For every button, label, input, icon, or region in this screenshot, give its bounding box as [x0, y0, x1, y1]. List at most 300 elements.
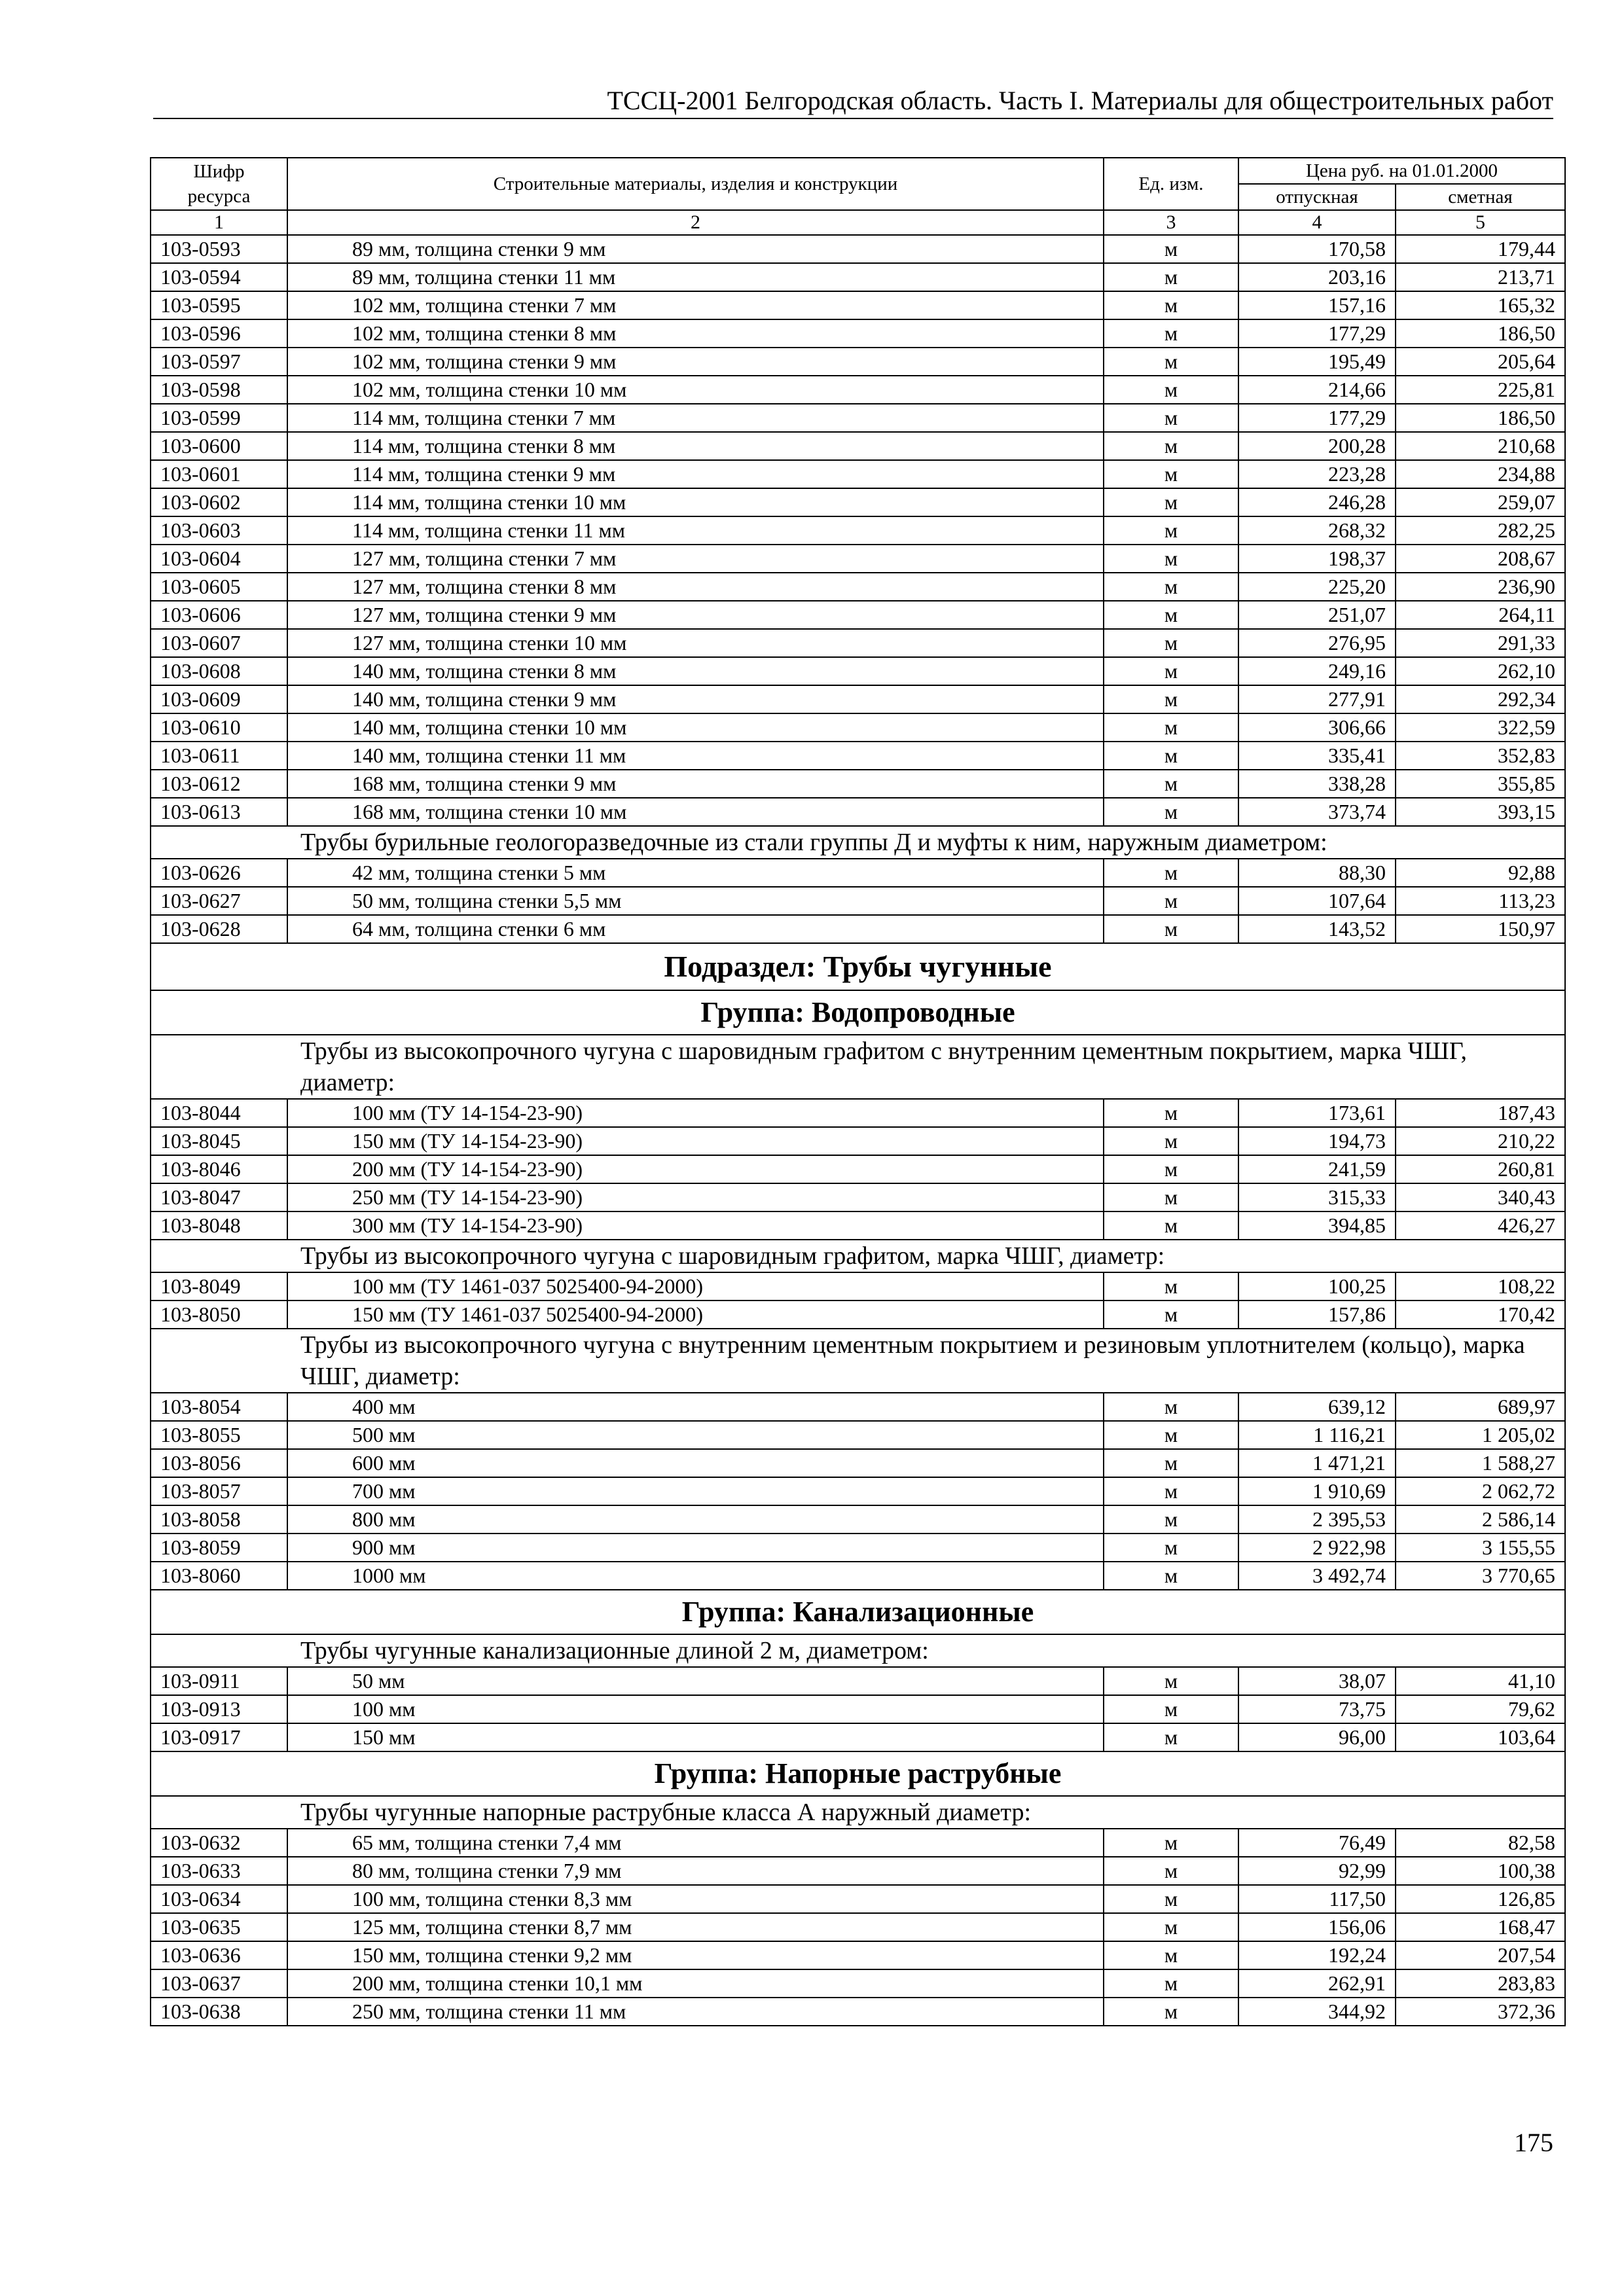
unit: м	[1104, 629, 1238, 657]
resource-code: 103-8045	[151, 1127, 287, 1155]
table-row	[151, 1941, 1565, 1969]
table-row	[151, 1885, 1565, 1913]
price-release: 194,73	[1238, 1127, 1396, 1155]
unit: м	[1104, 348, 1238, 376]
table-row	[151, 770, 1565, 798]
group-title: Группа: Канализационные	[151, 1590, 1565, 1634]
unit: м	[1104, 1913, 1238, 1941]
price-release: 76,49	[1238, 1829, 1396, 1857]
material-name: 150 мм (ТУ 14-154-23-90)	[287, 1127, 1104, 1155]
price-estimate: 3 770,65	[1396, 1562, 1565, 1590]
unit: м	[1104, 1393, 1238, 1421]
unit: м	[1104, 798, 1238, 826]
price-release: 223,28	[1238, 460, 1396, 488]
material-name: 600 мм	[287, 1449, 1104, 1477]
price-estimate: 207,54	[1396, 1941, 1565, 1969]
price-release: 276,95	[1238, 629, 1396, 657]
material-name: 50 мм, толщина стенки 5,5 мм	[287, 887, 1104, 915]
unit: м	[1104, 1998, 1238, 2026]
col-header-price-estimate: сметная	[1396, 184, 1565, 210]
table-row	[151, 1667, 1565, 1695]
page-header: ТССЦ-2001 Белгородская область. Часть I. Материалы для общестроительных работ	[153, 84, 1553, 119]
material-name: 125 мм, толщина стенки 8,7 мм	[287, 1913, 1104, 1941]
price-estimate: 291,33	[1396, 629, 1565, 657]
category-note: Трубы из высокопрочного чугуна с шаровидным графитом с внутренним цементным покрытием, марка ЧШГ, диаметр:	[151, 1035, 1565, 1099]
table-row	[151, 1127, 1565, 1155]
unit: м	[1104, 1505, 1238, 1534]
price-release: 2 395,53	[1238, 1505, 1396, 1534]
material-name: 400 мм	[287, 1393, 1104, 1421]
group-row	[151, 990, 1565, 1035]
resource-code: 103-0598	[151, 376, 287, 404]
price-estimate: 210,22	[1396, 1127, 1565, 1155]
price-estimate: 1 588,27	[1396, 1449, 1565, 1477]
material-name: 114 мм, толщина стенки 8 мм	[287, 432, 1104, 460]
resource-code: 103-0911	[151, 1667, 287, 1695]
price-estimate: 150,97	[1396, 915, 1565, 943]
category-note: Трубы бурильные геологоразведочные из стали группы Д и муфты к ним, наружным диаметром:	[151, 826, 1565, 859]
material-name: 102 мм, толщина стенки 9 мм	[287, 348, 1104, 376]
unit: м	[1104, 887, 1238, 915]
subsection-row	[151, 943, 1565, 990]
price-estimate: 113,23	[1396, 887, 1565, 915]
table-row	[151, 404, 1565, 432]
price-release: 88,30	[1238, 859, 1396, 887]
group-title: Группа: Напорные раструбные	[151, 1751, 1565, 1796]
category-note-row	[151, 1634, 1565, 1667]
price-estimate: 41,10	[1396, 1667, 1565, 1695]
price-release: 38,07	[1238, 1667, 1396, 1695]
price-estimate: 1 205,02	[1396, 1421, 1565, 1449]
table-row	[151, 859, 1565, 887]
price-release: 246,28	[1238, 488, 1396, 516]
unit: м	[1104, 915, 1238, 943]
price-release: 315,33	[1238, 1183, 1396, 1211]
unit: м	[1104, 263, 1238, 291]
price-release: 2 922,98	[1238, 1534, 1396, 1562]
resource-code: 103-0606	[151, 601, 287, 629]
price-release: 170,58	[1238, 235, 1396, 263]
table-row	[151, 1998, 1565, 2026]
category-note-row	[151, 1035, 1565, 1099]
price-estimate: 292,34	[1396, 685, 1565, 713]
price-estimate: 3 155,55	[1396, 1534, 1565, 1562]
price-estimate: 260,81	[1396, 1155, 1565, 1183]
price-release: 177,29	[1238, 319, 1396, 348]
col-header-code: Шифр ресурса	[151, 158, 287, 210]
price-estimate: 170,42	[1396, 1300, 1565, 1329]
unit: м	[1104, 1941, 1238, 1969]
material-name: 140 мм, толщина стенки 10 мм	[287, 713, 1104, 742]
resource-code: 103-0597	[151, 348, 287, 376]
unit: м	[1104, 319, 1238, 348]
material-name: 114 мм, толщина стенки 11 мм	[287, 516, 1104, 545]
price-release: 203,16	[1238, 263, 1396, 291]
material-name: 900 мм	[287, 1534, 1104, 1562]
category-note: Трубы из высокопрочного чугуна с шаровидным графитом, марка ЧШГ, диаметр:	[151, 1240, 1565, 1272]
unit: м	[1104, 235, 1238, 263]
resource-code: 103-0600	[151, 432, 287, 460]
table-row	[151, 1183, 1565, 1211]
resource-code: 103-0608	[151, 657, 287, 685]
unit: м	[1104, 657, 1238, 685]
resource-code: 103-8056	[151, 1449, 287, 1477]
table-row	[151, 1272, 1565, 1300]
material-name: 102 мм, толщина стенки 10 мм	[287, 376, 1104, 404]
material-name: 89 мм, толщина стенки 11 мм	[287, 263, 1104, 291]
price-estimate: 262,10	[1396, 657, 1565, 685]
price-estimate: 282,25	[1396, 516, 1565, 545]
resource-code: 103-8057	[151, 1477, 287, 1505]
category-note: Трубы чугунные напорные раструбные класса А наружный диаметр:	[151, 1796, 1565, 1829]
unit: м	[1104, 1211, 1238, 1240]
material-name: 100 мм (ТУ 14-154-23-90)	[287, 1099, 1104, 1127]
material-name: 200 мм, толщина стенки 10,1 мм	[287, 1969, 1104, 1998]
resource-code: 103-8054	[151, 1393, 287, 1421]
resource-code: 103-0612	[151, 770, 287, 798]
table-row	[151, 1562, 1565, 1590]
material-name: 168 мм, толщина стенки 9 мм	[287, 770, 1104, 798]
table-row	[151, 263, 1565, 291]
price-release: 157,86	[1238, 1300, 1396, 1329]
table-row	[151, 1449, 1565, 1477]
price-estimate: 426,27	[1396, 1211, 1565, 1240]
unit: м	[1104, 1885, 1238, 1913]
price-release: 157,16	[1238, 291, 1396, 319]
material-name: 127 мм, толщина стенки 8 мм	[287, 573, 1104, 601]
price-release: 214,66	[1238, 376, 1396, 404]
price-estimate: 210,68	[1396, 432, 1565, 460]
resource-code: 103-0594	[151, 263, 287, 291]
price-release: 251,07	[1238, 601, 1396, 629]
resource-code: 103-8048	[151, 1211, 287, 1240]
unit: м	[1104, 1421, 1238, 1449]
table-row	[151, 685, 1565, 713]
resource-code: 103-0632	[151, 1829, 287, 1857]
price-release: 100,25	[1238, 1272, 1396, 1300]
col-index: 1	[151, 210, 287, 235]
unit: м	[1104, 1099, 1238, 1127]
material-name: 89 мм, толщина стенки 9 мм	[287, 235, 1104, 263]
unit: м	[1104, 601, 1238, 629]
table-row	[151, 1723, 1565, 1751]
material-name: 100 мм, толщина стенки 8,3 мм	[287, 1885, 1104, 1913]
table-row	[151, 1829, 1565, 1857]
unit: м	[1104, 1695, 1238, 1723]
col-index: 5	[1396, 210, 1565, 235]
resource-code: 103-8046	[151, 1155, 287, 1183]
unit: м	[1104, 1272, 1238, 1300]
price-estimate: 689,97	[1396, 1393, 1565, 1421]
resource-code: 103-0635	[151, 1913, 287, 1941]
table-row	[151, 1393, 1565, 1421]
price-estimate: 205,64	[1396, 348, 1565, 376]
table-row	[151, 629, 1565, 657]
price-release: 198,37	[1238, 545, 1396, 573]
resource-code: 103-8050	[151, 1300, 287, 1329]
material-name: 102 мм, толщина стенки 8 мм	[287, 319, 1104, 348]
resource-code: 103-0607	[151, 629, 287, 657]
table-row	[151, 601, 1565, 629]
unit: м	[1104, 770, 1238, 798]
resource-code: 103-0602	[151, 488, 287, 516]
table-row	[151, 1857, 1565, 1885]
unit: м	[1104, 291, 1238, 319]
material-name: 140 мм, толщина стенки 9 мм	[287, 685, 1104, 713]
price-release: 195,49	[1238, 348, 1396, 376]
group-row	[151, 1751, 1565, 1796]
col-index: 2	[287, 210, 1104, 235]
table-row	[151, 573, 1565, 601]
unit: м	[1104, 1857, 1238, 1885]
price-estimate: 126,85	[1396, 1885, 1565, 1913]
price-release: 344,92	[1238, 1998, 1396, 2026]
price-estimate: 103,64	[1396, 1723, 1565, 1751]
material-name: 140 мм, толщина стенки 8 мм	[287, 657, 1104, 685]
material-name: 114 мм, толщина стенки 10 мм	[287, 488, 1104, 516]
material-name: 65 мм, толщина стенки 7,4 мм	[287, 1829, 1104, 1857]
price-estimate: 352,83	[1396, 742, 1565, 770]
category-note-row	[151, 1796, 1565, 1829]
group-row	[151, 1590, 1565, 1634]
col-header-price-release: отпускная	[1238, 184, 1396, 210]
price-release: 277,91	[1238, 685, 1396, 713]
resource-code: 103-8058	[151, 1505, 287, 1534]
unit: м	[1104, 516, 1238, 545]
subsection-title: Подраздел: Трубы чугунные	[151, 943, 1565, 990]
group-title: Группа: Водопроводные	[151, 990, 1565, 1035]
price-estimate: 79,62	[1396, 1695, 1565, 1723]
table-row	[151, 742, 1565, 770]
resource-code: 103-8060	[151, 1562, 287, 1590]
price-estimate: 393,15	[1396, 798, 1565, 826]
material-name: 250 мм (ТУ 14-154-23-90)	[287, 1183, 1104, 1211]
price-estimate: 168,47	[1396, 1913, 1565, 1941]
resource-code: 103-0917	[151, 1723, 287, 1751]
material-name: 500 мм	[287, 1421, 1104, 1449]
price-estimate: 340,43	[1396, 1183, 1565, 1211]
price-release: 249,16	[1238, 657, 1396, 685]
price-release: 192,24	[1238, 1941, 1396, 1969]
price-estimate: 186,50	[1396, 404, 1565, 432]
unit: м	[1104, 573, 1238, 601]
material-name: 42 мм, толщина стенки 5 мм	[287, 859, 1104, 887]
unit: м	[1104, 1183, 1238, 1211]
category-note-row	[151, 826, 1565, 859]
unit: м	[1104, 1969, 1238, 1998]
price-release: 156,06	[1238, 1913, 1396, 1941]
material-name: 150 мм, толщина стенки 9,2 мм	[287, 1941, 1104, 1969]
resource-code: 103-8059	[151, 1534, 287, 1562]
material-name: 127 мм, толщина стенки 7 мм	[287, 545, 1104, 573]
material-name: 64 мм, толщина стенки 6 мм	[287, 915, 1104, 943]
material-name: 140 мм, толщина стенки 11 мм	[287, 742, 1104, 770]
resource-code: 103-8047	[151, 1183, 287, 1211]
material-name: 150 мм	[287, 1723, 1104, 1751]
price-release: 225,20	[1238, 573, 1396, 601]
price-release: 177,29	[1238, 404, 1396, 432]
price-estimate: 186,50	[1396, 319, 1565, 348]
material-name: 200 мм (ТУ 14-154-23-90)	[287, 1155, 1104, 1183]
price-release: 306,66	[1238, 713, 1396, 742]
price-release: 143,52	[1238, 915, 1396, 943]
price-release: 107,64	[1238, 887, 1396, 915]
unit: м	[1104, 1562, 1238, 1590]
table-row	[151, 516, 1565, 545]
table-row	[151, 235, 1565, 263]
table-row	[151, 291, 1565, 319]
price-release: 73,75	[1238, 1695, 1396, 1723]
unit: м	[1104, 1477, 1238, 1505]
resource-code: 103-0611	[151, 742, 287, 770]
col-header-price: Цена руб. на 01.01.2000	[1238, 158, 1565, 184]
material-name: 102 мм, толщина стенки 7 мм	[287, 291, 1104, 319]
resource-code: 103-0599	[151, 404, 287, 432]
table-row	[151, 1211, 1565, 1240]
price-release: 3 492,74	[1238, 1562, 1396, 1590]
price-estimate: 213,71	[1396, 263, 1565, 291]
price-release: 338,28	[1238, 770, 1396, 798]
material-name: 80 мм, толщина стенки 7,9 мм	[287, 1857, 1104, 1885]
price-estimate: 259,07	[1396, 488, 1565, 516]
price-release: 639,12	[1238, 1393, 1396, 1421]
unit: м	[1104, 488, 1238, 516]
resource-code: 103-8044	[151, 1099, 287, 1127]
material-name: 700 мм	[287, 1477, 1104, 1505]
price-estimate: 2 062,72	[1396, 1477, 1565, 1505]
material-name: 168 мм, толщина стенки 10 мм	[287, 798, 1104, 826]
price-estimate: 2 586,14	[1396, 1505, 1565, 1534]
resource-code: 103-0605	[151, 573, 287, 601]
resource-code: 103-8055	[151, 1421, 287, 1449]
price-release: 394,85	[1238, 1211, 1396, 1240]
resource-code: 103-0603	[151, 516, 287, 545]
resource-code: 103-0913	[151, 1695, 287, 1723]
price-estimate: 82,58	[1396, 1829, 1565, 1857]
resource-code: 103-0627	[151, 887, 287, 915]
price-release: 92,99	[1238, 1857, 1396, 1885]
resource-code: 103-0604	[151, 545, 287, 573]
unit: м	[1104, 685, 1238, 713]
price-estimate: 187,43	[1396, 1099, 1565, 1127]
column-index-row	[151, 210, 1565, 235]
category-note-row	[151, 1329, 1565, 1393]
material-name: 127 мм, толщина стенки 9 мм	[287, 601, 1104, 629]
col-header-unit: Ед. изм.	[1104, 158, 1238, 210]
price-release: 373,74	[1238, 798, 1396, 826]
price-estimate: 234,88	[1396, 460, 1565, 488]
material-name: 1000 мм	[287, 1562, 1104, 1590]
price-release: 173,61	[1238, 1099, 1396, 1127]
resource-code: 103-0609	[151, 685, 287, 713]
table-body	[151, 235, 1565, 2026]
price-estimate: 372,36	[1396, 1998, 1565, 2026]
table-row	[151, 1534, 1565, 1562]
price-estimate: 165,32	[1396, 291, 1565, 319]
col-index: 3	[1104, 210, 1238, 235]
category-note: Трубы из высокопрочного чугуна с внутренним цементным покрытием и резиновым уплотнителем (кольцо), марка ЧШГ, диаметр:	[151, 1329, 1565, 1393]
table-row	[151, 545, 1565, 573]
price-estimate: 236,90	[1396, 573, 1565, 601]
resource-code: 103-0637	[151, 1969, 287, 1998]
col-index: 4	[1238, 210, 1396, 235]
price-estimate: 208,67	[1396, 545, 1565, 573]
material-name: 150 мм (ТУ 1461-037 5025400-94-2000)	[287, 1300, 1104, 1329]
material-name: 100 мм (ТУ 1461-037 5025400-94-2000)	[287, 1272, 1104, 1300]
resource-code: 103-0593	[151, 235, 287, 263]
price-estimate: 283,83	[1396, 1969, 1565, 1998]
category-note-row	[151, 1240, 1565, 1272]
table-row	[151, 1695, 1565, 1723]
table-row	[151, 376, 1565, 404]
table-row	[151, 887, 1565, 915]
resource-code: 103-0638	[151, 1998, 287, 2026]
resource-code: 103-0636	[151, 1941, 287, 1969]
material-name: 800 мм	[287, 1505, 1104, 1534]
unit: м	[1104, 545, 1238, 573]
table-row	[151, 1477, 1565, 1505]
resource-code: 103-0613	[151, 798, 287, 826]
table-row	[151, 1300, 1565, 1329]
col-header-name: Строительные материалы, изделия и конструкции	[287, 158, 1104, 210]
table-row	[151, 1969, 1565, 1998]
price-release: 96,00	[1238, 1723, 1396, 1751]
price-estimate: 264,11	[1396, 601, 1565, 629]
unit: м	[1104, 1300, 1238, 1329]
unit: м	[1104, 1127, 1238, 1155]
price-release: 117,50	[1238, 1885, 1396, 1913]
unit: м	[1104, 404, 1238, 432]
price-release: 1 910,69	[1238, 1477, 1396, 1505]
material-name: 127 мм, толщина стенки 10 мм	[287, 629, 1104, 657]
resource-code: 103-0610	[151, 713, 287, 742]
material-name: 114 мм, толщина стенки 9 мм	[287, 460, 1104, 488]
unit: м	[1104, 460, 1238, 488]
price-estimate: 108,22	[1396, 1272, 1565, 1300]
material-name: 100 мм	[287, 1695, 1104, 1723]
table-row	[151, 1421, 1565, 1449]
resource-code: 103-0634	[151, 1885, 287, 1913]
price-estimate: 179,44	[1396, 235, 1565, 263]
unit: м	[1104, 432, 1238, 460]
resource-code: 103-0601	[151, 460, 287, 488]
table-row	[151, 1155, 1565, 1183]
table-row	[151, 798, 1565, 826]
price-table	[150, 157, 1566, 2026]
material-name: 114 мм, толщина стенки 7 мм	[287, 404, 1104, 432]
resource-code: 103-0626	[151, 859, 287, 887]
price-estimate: 225,81	[1396, 376, 1565, 404]
price-release: 1 471,21	[1238, 1449, 1396, 1477]
price-release: 262,91	[1238, 1969, 1396, 1998]
resource-code: 103-0628	[151, 915, 287, 943]
table-row	[151, 1913, 1565, 1941]
resource-code: 103-0633	[151, 1857, 287, 1885]
resource-code: 103-0595	[151, 291, 287, 319]
material-name: 300 мм (ТУ 14-154-23-90)	[287, 1211, 1104, 1240]
table-row	[151, 319, 1565, 348]
table-row	[151, 1505, 1565, 1534]
table-row	[151, 657, 1565, 685]
price-estimate: 355,85	[1396, 770, 1565, 798]
unit: м	[1104, 1534, 1238, 1562]
table-row	[151, 915, 1565, 943]
unit: м	[1104, 1449, 1238, 1477]
price-release: 241,59	[1238, 1155, 1396, 1183]
unit: м	[1104, 713, 1238, 742]
material-name: 250 мм, толщина стенки 11 мм	[287, 1998, 1104, 2026]
resource-code: 103-0596	[151, 319, 287, 348]
